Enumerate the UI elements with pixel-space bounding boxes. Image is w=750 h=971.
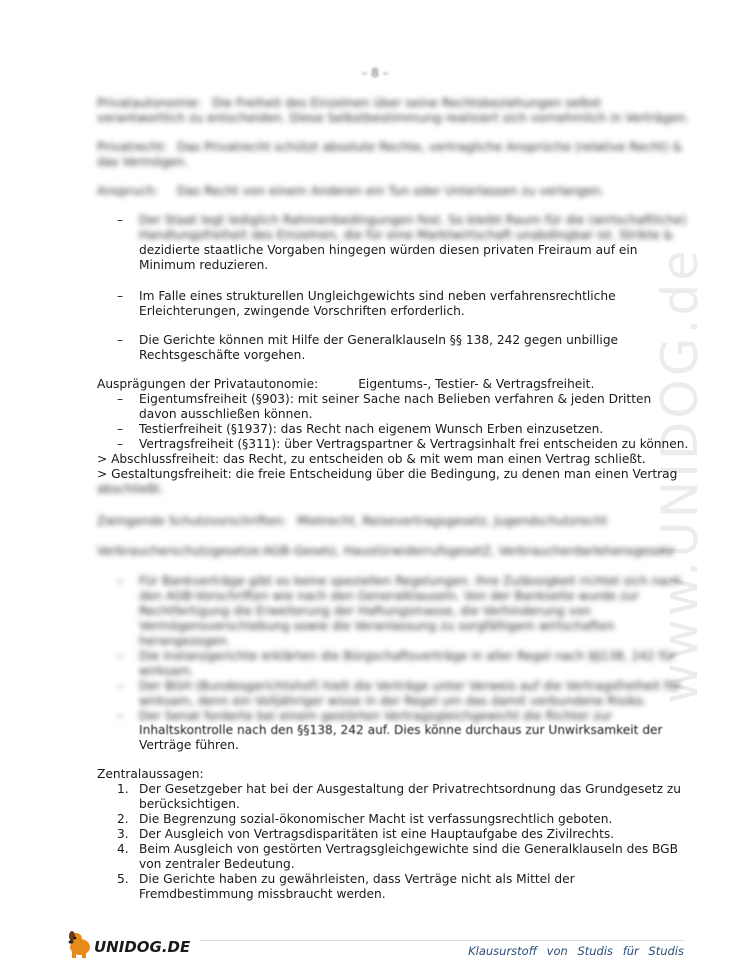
logo-text: UNIDOG.DE: [94, 938, 191, 956]
verbraucherschutzgesetze: Verbraucherschutzgesetze:AGB-Gesetz, HaustürwiderrufsgesetZ, Verbraucherdarlehensgesetz: [97, 544, 674, 558]
list-item: 1. Der Gesetzgeber hat bei der Ausgestaltung der Privatrechtsordnung das Grundgesetz zu berücksichtigen.: [117, 782, 682, 811]
footer-rule: [200, 940, 684, 941]
list-item: – Der Senat forderte bei einem gestörten Vertragsgleichgewicht die Richter zur: [117, 709, 613, 723]
watermark: www.UNIDOG.de: [650, 246, 709, 704]
list-item: – Für Bankverträge gibt es keine speziellen Regelungen. Ihre Zulässigkeit richtet sich nach den AGB-Vorschriften wie nach den Generalklauseln. Von der Bankseite wurde zur Rechtfertigung die Erweiterung der Haftungsmasse, die Verhinderung von Vermögensverschiebung sowie die Veranlassung zu sorgfältigem wirtschaften herangezogen.: [117, 574, 682, 648]
zentralaussagen-list: [117, 782, 682, 902]
list-item: – Testierfreiheit (§1937): das Recht nach eigenem Wunsch Erben einzusetzen.: [117, 422, 604, 436]
footer-text: Klausurstoff von Studis für Studis: [468, 944, 684, 958]
list-item: 4. Beim Ausgleich von gestörten Vertragsgleichgewichte sind die Generalklauseln des BGB von zentraler Bedeutung.: [117, 842, 678, 871]
definition-privatrecht: Privatrecht: Das Privatrecht schützt absolute Rechte, vertragliche Ansprüche (relative Recht) & das Vermögen.: [97, 140, 683, 169]
auspraegungen-section: Ausprägungen der Privatautonomie: Eigentums-, Testier- & Vertragsfreiheit.: [97, 377, 595, 391]
zentralaussagen-heading: Zentralaussagen:: [97, 767, 204, 781]
list-item-tail: Inhaltskontrolle nach den §§138, 242 auf. Dies könne durchaus zur Unwirksamkeit der Verträge führen.: [139, 723, 663, 752]
page-number: – 8 –: [361, 66, 389, 80]
list-item: – Vertragsfreiheit (§311): über Vertragspartner & Vertragsinhalt frei entscheiden zu können.: [117, 437, 689, 451]
unidog-logo: [66, 928, 196, 960]
list-item: 2. Die Begrenzung sozial-ökonomischer Macht ist verfassungsrechtlich geboten.: [117, 812, 613, 826]
list-item: – Eigentumsfreiheit (§903): mit seiner Sache nach Belieben verfahren & jeden Dritten davon ausschließen können.: [117, 392, 652, 421]
list-item: – Die Gerichte können mit Hilfe der Generalklauseln §§ 138, 242 gegen unbillige Rechtsgeschäfte vorgehen.: [117, 333, 619, 362]
list-item: – Im Falle eines strukturellen Ungleichgewichts sind neben verfahrensrechtliche Erleichterungen, zwingende Vorschriften erforderlich.: [117, 289, 616, 318]
definition-privatautonomie: Privatautonomie: Die Freiheit des Einzelnen über seine Rechtsbeziehungen selbst verantwortlich zu entscheiden. Diese Selbstbestimmung realisiert sich vornehmlich in Verträgen.: [97, 96, 690, 125]
auspraegungen-heading: Ausprägungen der Privatautonomie:: [97, 377, 319, 391]
list-item: 5. Die Gerichte haben zu gewährleisten, dass Verträge nicht als Mittel der Fremdbestimmung missbraucht werden.: [117, 872, 575, 901]
zwingende-schutzvorschriften: Zwingende Schutzvorschriften: Mietrecht, Reisevertragsgesetz, Jugendschutzrecht: [97, 514, 608, 528]
sub-freiheiten: > Abschlussfreiheit: das Recht, zu entscheiden ob & mit wem man einen Vertrag schließt. > Gestaltungsfreiheit: die freie Entscheidung über die Bedingung, zu denen man einen Vertrag abschließt.: [97, 452, 678, 496]
list-item: – Der BGH (Bundesgerichtshof) hielt die Verträge unter Verweis auf die Vertragsfreiheit für wirksam, denn ein Volljähriger wisse in der Regel um das damit verbundene Risiko.: [117, 679, 682, 708]
list-item: 3. Der Ausgleich von Vertragsdisparitäten ist eine Hauptaufgabe des Zivilrechts.: [117, 827, 615, 841]
list-item: – Die Instanzgerichte erklärten die Bürgschaftsverträge in aller Regel nach §§138, 242 für wirksam.: [117, 649, 676, 678]
dog-icon: [69, 931, 91, 958]
list-item: – Der Staat legt lediglich Rahmenbedingungen fest. So bleibt Raum für die (wirtschaftliche) Handlungsfreiheit des Einzelnen, die für eine Marktwirtschaft unabdingbar ist. Strikte & dezidierte staatliche Vorgaben hingegen würden diesen privaten Freiraum auf ein Minimum reduzieren.: [117, 213, 687, 272]
definition-anspruch: Anspruch: Das Recht von einem Anderen ein Tun oder Unterlassen zu verlangen.: [97, 184, 605, 198]
